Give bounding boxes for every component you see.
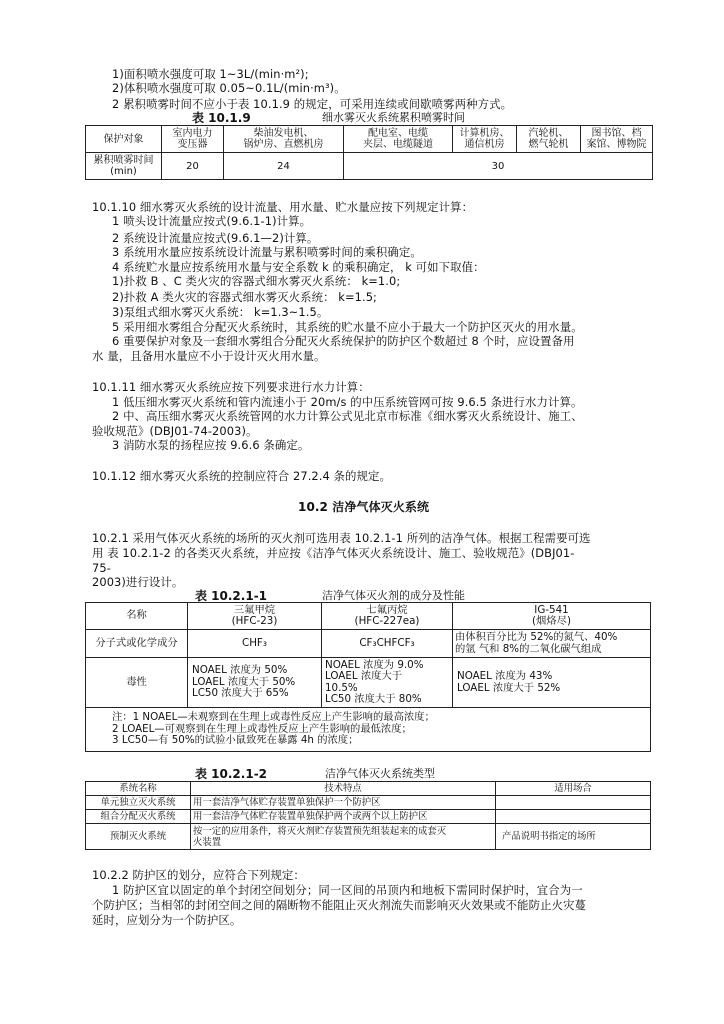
table-cell: NOAEL 浓度为 9.0% LOAEL 浓度大于 10.5% LC50 浓度大于 80% bbox=[322, 658, 453, 708]
table-caption-title: 洁净气体灭火剂的成分及性能 bbox=[322, 589, 465, 602]
table-cell: CF₃CHFCF₃ bbox=[322, 630, 453, 658]
table-cell: 用一套洁净气体贮存装置单独保护一个防护区 bbox=[191, 796, 496, 810]
table-header: 三氟甲烷 (HFC-23) bbox=[188, 603, 322, 630]
text-line: 2)体积喷水强度可取 0.05~0.1L/(min·m³)。 bbox=[112, 81, 346, 95]
text-line: 2)扑救 A 类火灾的容器式细水雾灭火系统： k=1.5; bbox=[112, 290, 377, 304]
table-header: 室内电力 变压器 bbox=[162, 126, 224, 153]
text-line: 1)扑救 B 、C 类火灾的容器式细水雾灭火系统： k=1.0; bbox=[112, 274, 401, 288]
text-line: 水 量，且备用水量应不小于设计灭火用水量。 bbox=[92, 349, 326, 363]
table-caption-number: 表 10.2.1-1 bbox=[195, 589, 268, 603]
text-line: 1)面积喷水强度可取 1~3L/(min·m²); bbox=[112, 67, 309, 81]
table-header: IG-541 (烟烙尽) bbox=[453, 603, 651, 630]
table-cell: NOAEL 浓度为 50% LOAEL 浓度大于 50% LC50 浓度大于 65% bbox=[188, 658, 322, 708]
text-line: 3 消防水泵的扬程应按 9.6.6 条确定。 bbox=[112, 438, 310, 452]
table-cell bbox=[496, 796, 651, 810]
table-caption-number: 表 10.1.9 bbox=[192, 111, 251, 125]
table-row bbox=[86, 796, 651, 810]
table-cell: 由体积百分比为 52%的氮气、40% 的氩 气和 8%的二氧化碳气组成 bbox=[453, 630, 651, 658]
text-line: 个防护区；当相邻的封闭空间之间的隔断物不能阻止灭火剂流失而影响灭火效果或不能防止火灾蔓 bbox=[92, 898, 587, 912]
table-cell: 产品说明书指定的场所 bbox=[496, 824, 651, 850]
text-line: 1 低压细水雾灭火系统和管内流速小于 20m/s 的中压系统管网可按 9.6.5 条进行水力计算。 bbox=[112, 395, 583, 409]
table-cell: 20 bbox=[162, 153, 224, 180]
table-cell: 按一定的应用条件，将灭火剂贮存装置预先组装起来的成套灭 火装置 bbox=[191, 824, 496, 850]
table-header: 系统名称 bbox=[86, 782, 191, 796]
table-cell: 预制灭火系统 bbox=[86, 824, 191, 850]
table-header: 技术特点 bbox=[191, 782, 496, 796]
table-spray-time bbox=[85, 125, 653, 180]
table-cell: 24 bbox=[224, 153, 344, 180]
row-label: 分子式或化学成分 bbox=[86, 630, 188, 658]
table-cell: 组合分配灭火系统 bbox=[86, 810, 191, 824]
table-header: 名称 bbox=[86, 603, 188, 630]
text-line: 1 喷头设计流量应按式(9.6.1-1)计算。 bbox=[112, 214, 312, 228]
text-line: 2003)进行设计。 bbox=[92, 575, 184, 589]
table-caption-title: 细水雾灭火系统累积喷雾时间 bbox=[322, 111, 465, 124]
text-line: 3)泵组式细水雾灭火系统： k=1.3~1.5。 bbox=[112, 305, 329, 319]
table-header: 计算机房、 通信机房 bbox=[453, 126, 517, 153]
table-header: 适用场合 bbox=[496, 782, 651, 796]
table-header: 柴油发电机、 锅炉房、直燃机房 bbox=[224, 126, 344, 153]
table-header: 汽轮机、 燃气轮机 bbox=[517, 126, 581, 153]
text-line: 75- bbox=[92, 561, 111, 575]
table-header: 保护对象 bbox=[86, 126, 162, 153]
text-line: 6 重要保护对象及一套细水雾组合分配灭火系统保护的防护区个数超过 8 个时，应设置备用 bbox=[112, 334, 575, 348]
table-row bbox=[86, 824, 651, 850]
text-line: 4 系统贮水量应按系统用水量与安全系数 k 的乘积确定， k 可如下取值： bbox=[112, 260, 485, 274]
table-cell: 用一套洁净气体贮存装置单独保护两个或两个以上防护区 bbox=[191, 810, 496, 824]
table-row bbox=[86, 810, 651, 824]
text-line: 用 表 10.2.1-2 的各类灭火系统，并应按《洁净气体灭火系统设计、施工、验收规范》(DBJ01- bbox=[92, 546, 575, 560]
text-line: 3 系统用水量应按系统设计流量与累积喷雾时间的乘积确定。 bbox=[112, 245, 422, 259]
clause-heading: 10.1.10 细水雾灭火系统的设计流量、用水量、贮水量应按下列规定计算： bbox=[92, 200, 474, 214]
table-cell: NOAEL 浓度为 43% LOAEL 浓度大于 52% bbox=[453, 658, 651, 708]
table-cell bbox=[496, 810, 651, 824]
text-line: 延时，应划分为一个防护区。 bbox=[92, 913, 242, 927]
table-cell: 单元独立灭火系统 bbox=[86, 796, 191, 810]
text-line: 2 系统设计流量应按式(9.6.1—2)计算。 bbox=[112, 231, 319, 245]
text-line: 验收规范》(DBJ01-74-2003)。 bbox=[92, 424, 258, 438]
row-label: 累积喷雾时间 (min) bbox=[86, 153, 162, 180]
table-header: 图书馆、档 案馆、博物院 bbox=[581, 126, 653, 153]
table-caption-number: 表 10.2.1-2 bbox=[195, 767, 268, 781]
clause-heading: 10.1.12 细水雾灭火系统的控制应符合 27.2.4 条的规定。 bbox=[92, 469, 392, 483]
row-label: 毒性 bbox=[86, 658, 188, 708]
table-header: 配电室、电缆 夹层、电缆隧道 bbox=[344, 126, 453, 153]
text-line: 5 采用细水雾组合分配灭火系统时，其系统的贮水量不应小于最大一个防护区灭火的用水量。 bbox=[112, 320, 583, 334]
table-system-types bbox=[85, 781, 651, 850]
text-line: 2 中、高压细水雾灭火系统管网的水力计算公式见北京市标准《细水雾灭火系统设计、施工、 bbox=[112, 409, 583, 423]
table-cell: 30 bbox=[344, 153, 653, 180]
section-title: 10.2 洁净气体灭火系统 bbox=[298, 500, 430, 514]
clause-heading: 10.2.1 采用气体灭火系统的场所的灭火剂可选用表 10.2.1-1 所列的洁净气体。根据工程需要可选 bbox=[92, 531, 591, 545]
table-agent-properties bbox=[85, 602, 651, 752]
table-header: 七氟丙烷 (HFC-227ea) bbox=[322, 603, 453, 630]
clause-heading: 10.2.2 防护区的划分，应符合下列规定： bbox=[92, 868, 305, 882]
table-caption-title: 洁净气体灭火系统类型 bbox=[325, 767, 435, 780]
text-line: 1 防护区宜以固定的单个封闭空间划分；同一区间的吊顶内和地板下需同时保护时，宜合为一 bbox=[112, 883, 583, 897]
table-cell: CHF₃ bbox=[188, 630, 322, 658]
table-notes: 注：1 NOAEL—未观察到在生理上或毒性反应上产生影响的最高浓度； 2 LOAEL—可观察到在生理上或毒性反应上产生影响的最低浓度； 3 LC50—有 50%的试验小鼠致死在暴露 4h 的浓度； bbox=[86, 708, 651, 752]
text-line: 2 累积喷雾时间不应小于表 10.1.9 的规定，可采用连续或间歇喷雾两种方式。 bbox=[112, 97, 513, 111]
clause-heading: 10.1.11 细水雾灭火系统应按下列要求进行水力计算： bbox=[92, 380, 370, 394]
